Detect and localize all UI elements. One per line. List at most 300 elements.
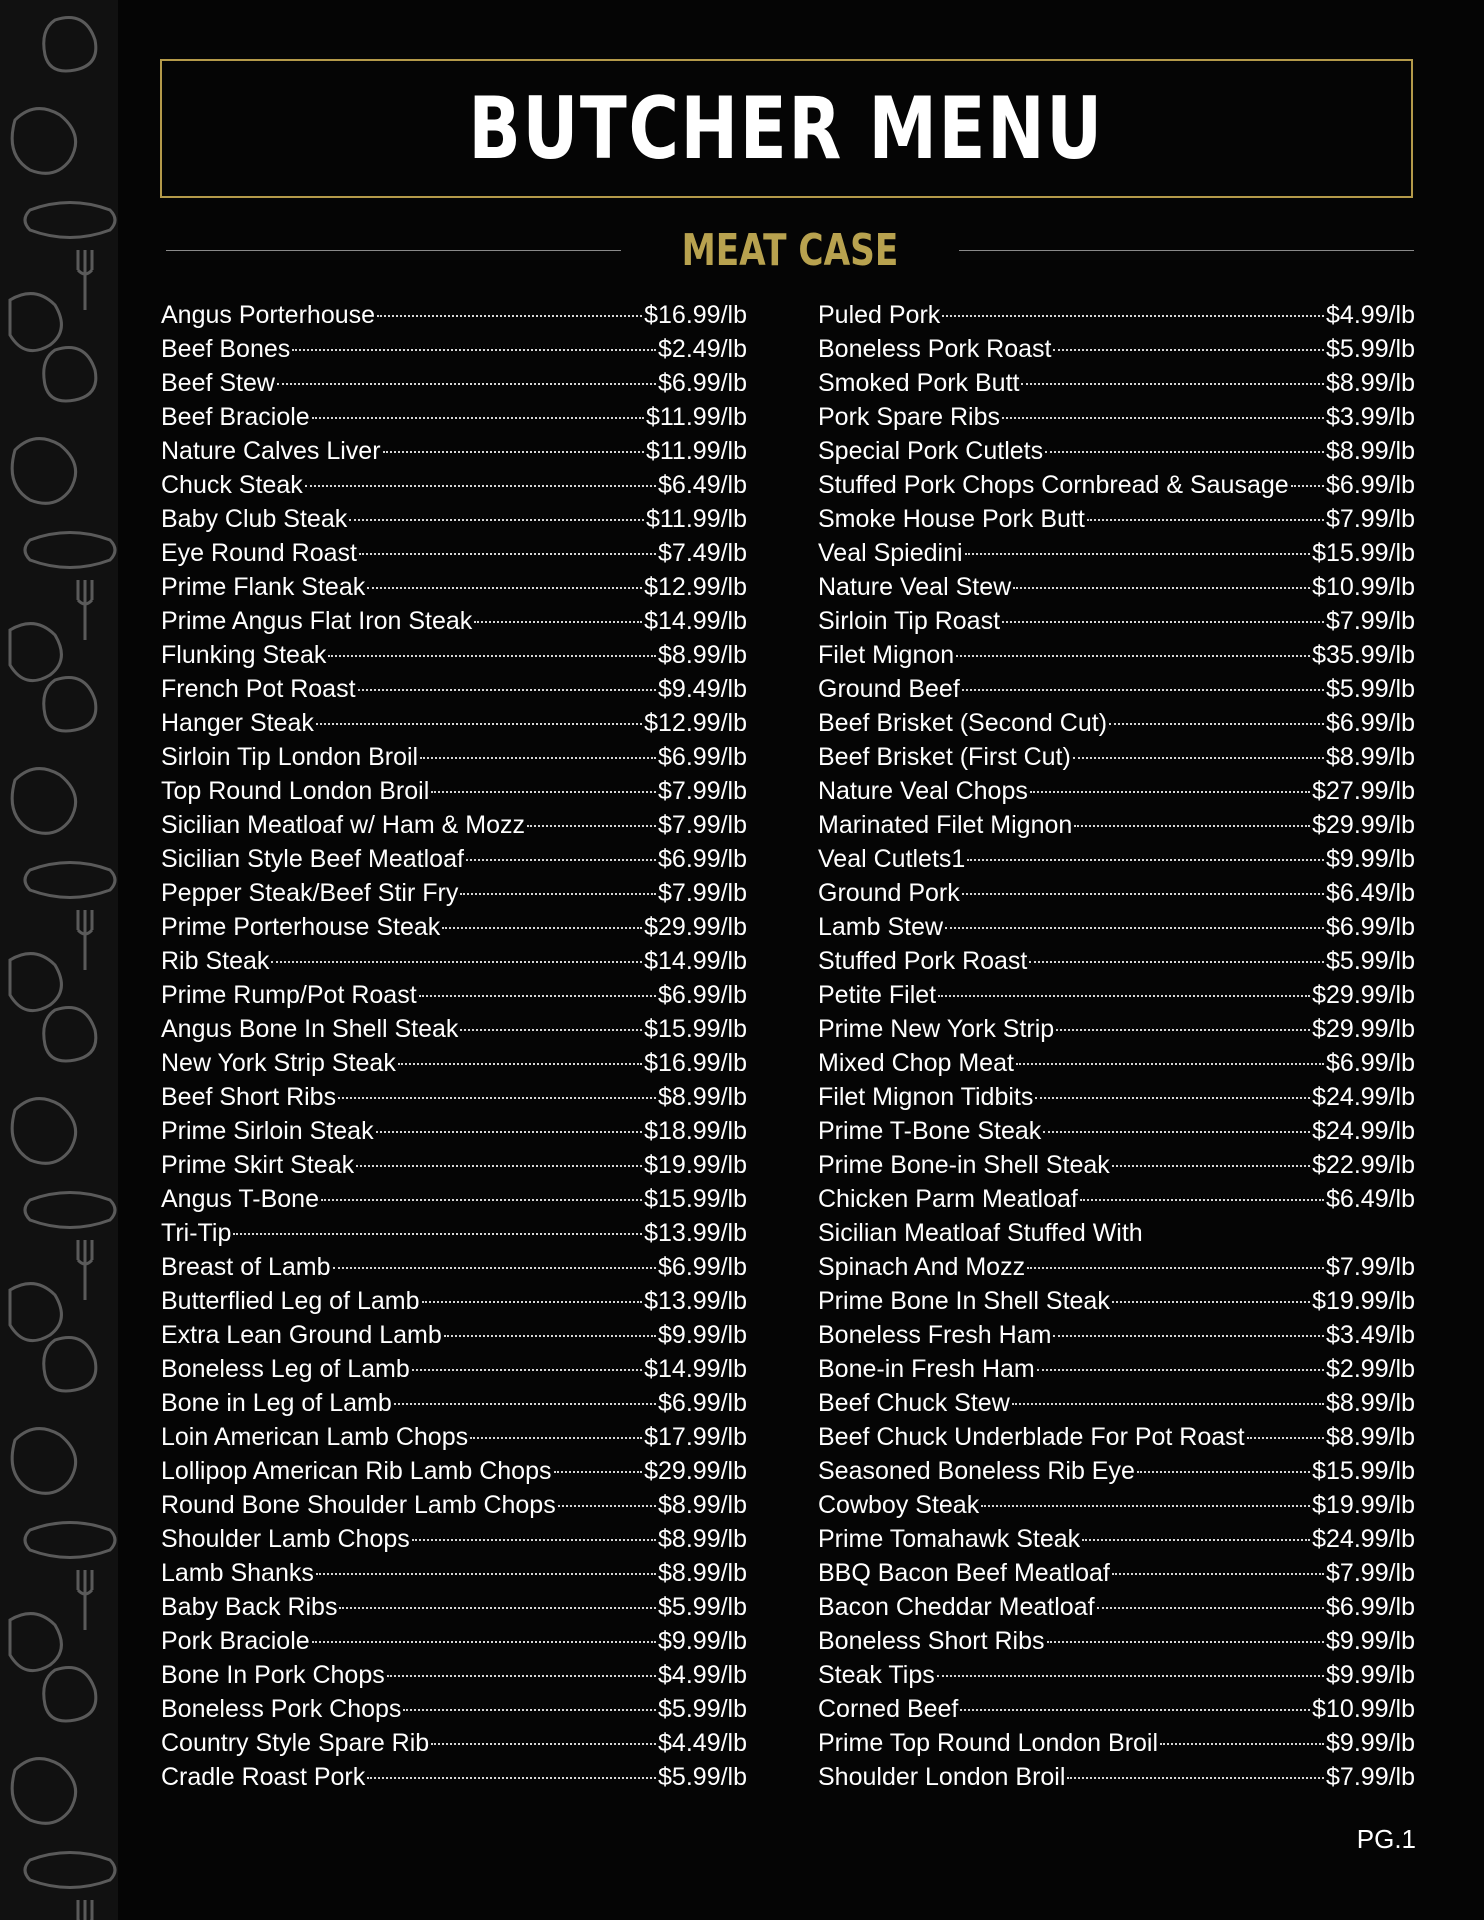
menu-item-name: Cowboy Steak <box>818 1491 980 1519</box>
dot-leader <box>1056 1029 1310 1031</box>
menu-item-price: $8.99/lb <box>658 1559 747 1587</box>
dot-leader <box>558 1505 656 1507</box>
menu-item-price: $19.99/lb <box>644 1151 747 1179</box>
menu-item-name: Prime Flank Steak <box>161 573 366 601</box>
dot-leader <box>444 1335 656 1337</box>
dot-leader <box>431 791 656 793</box>
menu-item-price: $13.99/lb <box>644 1287 747 1315</box>
menu-item-name: Spinach And Mozz <box>818 1253 1026 1281</box>
menu-item-name: Prime Porterhouse Steak <box>161 913 441 941</box>
menu-item-name: Hanger Steak <box>161 709 314 737</box>
menu-item <box>818 1352 1415 1386</box>
menu-item-name: Prime Rump/Pot Roast <box>161 981 417 1009</box>
menu-item <box>818 876 1415 910</box>
menu-item-price: $11.99/lb <box>645 403 747 431</box>
dot-leader <box>367 1777 656 1779</box>
menu-item <box>818 1522 1415 1556</box>
menu-item <box>161 1386 747 1420</box>
menu-item <box>818 400 1415 434</box>
menu-column-right <box>818 298 1415 1794</box>
menu-item-price: $8.99/lb <box>658 1083 747 1111</box>
menu-item-price: $8.99/lb <box>658 641 747 669</box>
dot-leader <box>333 1267 657 1269</box>
menu-item-name: New York Strip Steak <box>161 1049 396 1077</box>
menu-item-price: $3.49/lb <box>1326 1321 1415 1349</box>
menu-item-price: $8.99/lb <box>658 1525 747 1553</box>
menu-item <box>161 706 747 740</box>
menu-item-price: $7.99/lb <box>658 879 747 907</box>
menu-item <box>818 1624 1415 1658</box>
menu-item-price: $6.99/lb <box>658 845 747 873</box>
menu-item <box>818 536 1415 570</box>
menu-item-name: Smoked Pork Butt <box>818 369 1020 397</box>
menu-item-price: $9.99/lb <box>658 1627 747 1655</box>
dot-leader <box>1043 1131 1310 1133</box>
menu-item-price: $5.99/lb <box>658 1593 747 1621</box>
dot-leader <box>359 553 656 555</box>
menu-item-price: $6.99/lb <box>658 981 747 1009</box>
menu-item-name: Loin American Lamb Chops <box>161 1423 469 1451</box>
dot-leader <box>1109 723 1324 725</box>
menu-item-price: $15.99/lb <box>1312 1457 1415 1485</box>
menu-item-price: $9.99/lb <box>1326 1729 1415 1757</box>
dot-leader <box>1112 1573 1324 1575</box>
dot-leader <box>460 1029 642 1031</box>
menu-item-price: $12.99/lb <box>644 709 747 737</box>
menu-item-name: Beef Braciole <box>161 403 310 431</box>
menu-item <box>818 1080 1415 1114</box>
menu-item-name: Beef Bones <box>161 335 291 363</box>
menu-item <box>161 1590 747 1624</box>
menu-item-price: $7.99/lb <box>1326 1253 1415 1281</box>
dot-leader <box>376 1131 643 1133</box>
menu-item-price: $5.99/lb <box>1326 947 1415 975</box>
menu-item <box>161 842 747 876</box>
dot-leader <box>442 927 642 929</box>
menu-item <box>161 672 747 706</box>
menu-item-price: $16.99/lb <box>644 1049 747 1077</box>
menu-item-name: Rib Steak <box>161 947 270 975</box>
menu-item-price: $8.99/lb <box>1326 1423 1415 1451</box>
menu-item-price: $17.99/lb <box>644 1423 747 1451</box>
menu-item <box>818 1284 1415 1318</box>
menu-item-name: Butterflied Leg of Lamb <box>161 1287 420 1315</box>
dot-leader <box>1035 1097 1310 1099</box>
section-header <box>166 222 1414 278</box>
menu-item <box>818 1420 1415 1454</box>
menu-item-name: Prime Sirloin Steak <box>161 1117 374 1145</box>
menu-item-name: Beef Short Ribs <box>161 1083 337 1111</box>
menu-item-price: $29.99/lb <box>1312 1015 1415 1043</box>
menu-item-name: Beef Stew <box>161 369 275 397</box>
menu-item <box>161 536 747 570</box>
menu-item-price: $6.99/lb <box>1326 709 1415 737</box>
menu-item-name: Baby Club Steak <box>161 505 348 533</box>
dot-leader <box>1030 791 1310 793</box>
menu-item-name: Marinated Filet Mignon <box>818 811 1073 839</box>
menu-item <box>818 808 1415 842</box>
dot-leader <box>965 553 1311 555</box>
menu-item-price: $8.99/lb <box>658 1491 747 1519</box>
dot-leader <box>1291 485 1324 487</box>
menu-item <box>161 638 747 672</box>
section-rule-right <box>959 250 1414 251</box>
menu-item-name: Ground Beef <box>818 675 960 703</box>
menu-item-name: Beef Chuck Stew <box>818 1389 1010 1417</box>
menu-item-price: $29.99/lb <box>644 1457 747 1485</box>
menu-item <box>161 910 747 944</box>
menu-item-name: French Pot Roast <box>161 675 356 703</box>
menu-item-name: Chuck Steak <box>161 471 303 499</box>
menu-item-price: $29.99/lb <box>1312 811 1415 839</box>
menu-item <box>161 570 747 604</box>
menu-item <box>818 638 1415 672</box>
menu-item <box>161 1080 747 1114</box>
menu-item-name: Eye Round Roast <box>161 539 357 567</box>
dot-leader <box>358 689 657 691</box>
menu-item-name: Prime Skirt Steak <box>161 1151 355 1179</box>
menu-item <box>161 1046 747 1080</box>
dot-leader <box>942 315 1324 317</box>
menu-item <box>818 672 1415 706</box>
menu-item-name: Beef Brisket (Second Cut) <box>818 709 1108 737</box>
dot-leader <box>1002 621 1324 623</box>
menu-item-name: Mixed Chop Meat <box>818 1049 1014 1077</box>
menu-item-price: $6.49/lb <box>1326 879 1415 907</box>
dot-leader <box>1045 451 1324 453</box>
menu-item-name: Cradle Roast Pork <box>161 1763 366 1791</box>
menu-item <box>161 978 747 1012</box>
dot-leader <box>981 1505 1310 1507</box>
dot-leader <box>412 1369 642 1371</box>
menu-item-price: $9.99/lb <box>1326 1627 1415 1655</box>
menu-item <box>818 1114 1415 1148</box>
menu-item-name: Boneless Pork Roast <box>818 335 1052 363</box>
dot-leader <box>367 587 642 589</box>
menu-item <box>818 1182 1415 1216</box>
menu-item-name: Smoke House Pork Butt <box>818 505 1085 533</box>
menu-item-price: $7.99/lb <box>1326 1559 1415 1587</box>
menu-item <box>161 1658 747 1692</box>
menu-item <box>818 1454 1415 1488</box>
menu-item-price: $14.99/lb <box>644 607 747 635</box>
menu-item <box>161 808 747 842</box>
menu-item-price: $7.99/lb <box>658 777 747 805</box>
menu-item <box>161 1624 747 1658</box>
menu-item-name: Boneless Leg of Lamb <box>161 1355 410 1383</box>
dot-leader <box>474 621 642 623</box>
menu-item-price: $6.99/lb <box>658 1389 747 1417</box>
dot-leader <box>1082 1539 1310 1541</box>
dot-leader <box>1016 1063 1324 1065</box>
menu-item <box>161 1148 747 1182</box>
menu-item-name: Sicilian Style Beef Meatloaf <box>161 845 464 873</box>
dot-leader <box>962 893 1324 895</box>
menu-item-name: Prime Top Round London Broil <box>818 1729 1159 1757</box>
menu-item <box>818 366 1415 400</box>
dot-leader <box>233 1233 642 1235</box>
menu-item-price: $19.99/lb <box>1312 1287 1415 1315</box>
menu-item <box>818 434 1415 468</box>
menu-item <box>818 1386 1415 1420</box>
dot-leader <box>1137 1471 1310 1473</box>
menu-item-price: $7.99/lb <box>658 811 747 839</box>
menu-item <box>818 1250 1415 1284</box>
menu-item-name: Prime Tomahawk Steak <box>818 1525 1081 1553</box>
menu-item-name: Sicilian Meatloaf w/ Ham & Mozz <box>161 811 526 839</box>
menu-item-price: $13.99/lb <box>644 1219 747 1247</box>
menu-item <box>161 1250 747 1284</box>
menu-item-price: $11.99/lb <box>645 437 747 465</box>
dot-leader <box>967 859 1324 861</box>
menu-item <box>818 842 1415 876</box>
dot-leader <box>1160 1743 1324 1745</box>
menu-item <box>161 332 747 366</box>
dot-leader <box>403 1709 656 1711</box>
menu-item <box>161 1556 747 1590</box>
menu-item-price: $29.99/lb <box>644 913 747 941</box>
menu-item-name: Beef Brisket (First Cut) <box>818 743 1071 771</box>
menu-item <box>818 774 1415 808</box>
dot-leader <box>1029 961 1324 963</box>
menu-item-price: $6.99/lb <box>658 1253 747 1281</box>
menu-item-price: $9.99/lb <box>1326 1661 1415 1689</box>
dot-leader <box>1037 1369 1324 1371</box>
menu-item <box>818 502 1415 536</box>
menu-item-name: BBQ Bacon Beef Meatloaf <box>818 1559 1110 1587</box>
menu-column-left <box>161 298 747 1794</box>
menu-item <box>161 1012 747 1046</box>
section-rule-left <box>166 250 621 251</box>
menu-item-price: $5.99/lb <box>1326 675 1415 703</box>
menu-item <box>818 706 1415 740</box>
dot-leader <box>1247 1437 1324 1439</box>
menu-item <box>818 604 1415 638</box>
menu-item-price: $2.49/lb <box>658 335 747 363</box>
dot-leader <box>316 723 642 725</box>
menu-item <box>161 1318 747 1352</box>
dot-leader <box>321 1199 642 1201</box>
menu-item-name: Stuffed Pork Chops Cornbread & Sausage <box>818 471 1289 499</box>
menu-item-name: Prime Bone In Shell Steak <box>818 1287 1110 1315</box>
menu-item <box>161 400 747 434</box>
menu-item-name: Corned Beef <box>818 1695 959 1723</box>
menu-item <box>161 774 747 808</box>
dot-leader <box>305 485 656 487</box>
dot-leader <box>338 1097 656 1099</box>
menu-item <box>161 1760 747 1794</box>
menu-item <box>818 978 1415 1012</box>
menu-item-price: $6.99/lb <box>1326 471 1415 499</box>
menu-item-price: $27.99/lb <box>1312 777 1415 805</box>
menu-item-price: $6.99/lb <box>658 743 747 771</box>
menu-item-price: $8.99/lb <box>1326 437 1415 465</box>
menu-item-name: Ground Pork <box>818 879 960 907</box>
dot-leader <box>460 893 656 895</box>
menu-item <box>818 1216 1415 1250</box>
dot-leader <box>1013 587 1310 589</box>
menu-item <box>161 1692 747 1726</box>
menu-item <box>161 1114 747 1148</box>
menu-item <box>161 740 747 774</box>
menu-item <box>818 1318 1415 1352</box>
menu-item-price: $6.99/lb <box>1326 913 1415 941</box>
menu-item-price: $10.99/lb <box>1312 1695 1415 1723</box>
dot-leader <box>956 655 1310 657</box>
dot-leader <box>1067 1777 1324 1779</box>
menu-item-name: Steak Tips <box>818 1661 935 1689</box>
menu-item <box>818 1148 1415 1182</box>
section-title: MEAT CASE <box>681 224 899 276</box>
menu-item-name: Boneless Fresh Ham <box>818 1321 1052 1349</box>
menu-item-price: $14.99/lb <box>644 1355 747 1383</box>
menu-item-name: Nature Veal Stew <box>818 573 1012 601</box>
menu-item-name: Prime Angus Flat Iron Steak <box>161 607 473 635</box>
menu-item-name: Bone In Pork Chops <box>161 1661 385 1689</box>
menu-item-price: $16.99/lb <box>644 301 747 329</box>
menu-item-price: $5.99/lb <box>658 1763 747 1791</box>
dot-leader <box>1074 825 1310 827</box>
menu-item-name: Prime Bone-in Shell Steak <box>818 1151 1110 1179</box>
dot-leader <box>1047 1641 1325 1643</box>
menu-item-name: Angus Porterhouse <box>161 301 376 329</box>
menu-item-name: Pork Spare Ribs <box>818 403 1001 431</box>
dot-leader <box>420 757 656 759</box>
menu-item <box>818 298 1415 332</box>
menu-item <box>161 1454 747 1488</box>
menu-item-name: Veal Cutlets1 <box>818 845 966 873</box>
menu-item-price: $29.99/lb <box>1312 981 1415 1009</box>
menu-item-name: Veal Spiedini <box>818 539 963 567</box>
page-number: PG.1 <box>1356 1824 1416 1854</box>
menu-item-price: $15.99/lb <box>644 1015 747 1043</box>
dot-leader <box>339 1607 656 1609</box>
menu-item <box>161 604 747 638</box>
menu-item-price: $19.99/lb <box>1312 1491 1415 1519</box>
menu-item <box>818 570 1415 604</box>
menu-item-name: Seasoned Boneless Rib Eye <box>818 1457 1135 1485</box>
menu-item-price: $4.99/lb <box>1326 301 1415 329</box>
menu-item-name: Extra Lean Ground Lamb <box>161 1321 442 1349</box>
dot-leader <box>1080 1199 1324 1201</box>
menu-item-name: Bacon Cheddar Meatloaf <box>818 1593 1095 1621</box>
menu-item-name: Petite Filet <box>818 981 937 1009</box>
menu-item-price: $9.99/lb <box>658 1321 747 1349</box>
menu-item-price: $15.99/lb <box>1312 539 1415 567</box>
decorative-meat-pattern <box>0 0 118 1920</box>
dot-leader <box>1112 1301 1310 1303</box>
menu-item <box>161 468 747 502</box>
dot-leader <box>349 519 644 521</box>
menu-item-price: $4.99/lb <box>658 1661 747 1689</box>
dot-leader <box>277 383 656 385</box>
menu-item <box>818 740 1415 774</box>
menu-item <box>161 1216 747 1250</box>
dot-leader <box>945 927 1324 929</box>
dot-leader <box>470 1437 642 1439</box>
menu-item-price: $4.49/lb <box>658 1729 747 1757</box>
menu-item-price: $6.99/lb <box>1326 1593 1415 1621</box>
menu-item-price: $8.99/lb <box>1326 369 1415 397</box>
dot-leader <box>1097 1607 1324 1609</box>
dot-leader <box>1053 1335 1324 1337</box>
menu-item-name: Prime T-Bone Steak <box>818 1117 1042 1145</box>
menu-item-price: $3.99/lb <box>1326 403 1415 431</box>
menu-item-name: Sirloin Tip Roast <box>818 607 1001 635</box>
menu-item-price: $10.99/lb <box>1312 573 1415 601</box>
menu-item <box>818 1488 1415 1522</box>
menu-item-price: $6.99/lb <box>1326 1049 1415 1077</box>
menu-item-name: Pork Braciole <box>161 1627 310 1655</box>
menu-item-name: Chicken Parm Meatloaf <box>818 1185 1078 1213</box>
page-title: BUTCHER MENU <box>468 78 1105 179</box>
menu-item <box>818 1012 1415 1046</box>
menu-item-name: Baby Back Ribs <box>161 1593 338 1621</box>
menu-item-price: $7.99/lb <box>1326 1763 1415 1791</box>
menu-item-name: Shoulder London Broil <box>818 1763 1066 1791</box>
menu-item-name: Boneless Short Ribs <box>818 1627 1045 1655</box>
menu-item-name: Sirloin Tip London Broil <box>161 743 419 771</box>
dot-leader <box>527 825 656 827</box>
menu-item-price: $15.99/lb <box>644 1185 747 1213</box>
menu-item <box>161 1352 747 1386</box>
menu-item-price: $24.99/lb <box>1312 1083 1415 1111</box>
dot-leader <box>962 689 1324 691</box>
menu-item <box>818 1726 1415 1760</box>
menu-item-price: $5.99/lb <box>1326 335 1415 363</box>
menu-item-price: $11.99/lb <box>645 505 747 533</box>
menu-item-price: $24.99/lb <box>1312 1117 1415 1145</box>
dot-leader <box>312 1641 656 1643</box>
dot-leader <box>1002 417 1324 419</box>
dot-leader <box>1073 757 1324 759</box>
menu-item-name: Pepper Steak/Beef Stir Fry <box>161 879 459 907</box>
menu-item-name: Special Pork Cutlets <box>818 437 1044 465</box>
dot-leader <box>1012 1403 1324 1405</box>
menu-item-name: Boneless Pork Chops <box>161 1695 402 1723</box>
menu-item-name: Stuffed Pork Roast <box>818 947 1028 975</box>
menu-item <box>818 468 1415 502</box>
menu-item <box>818 332 1415 366</box>
menu-item-name: Filet Mignon <box>818 641 955 669</box>
dot-leader <box>316 1573 656 1575</box>
menu-item-name: Puled Pork <box>818 301 941 329</box>
menu-item-price: $6.99/lb <box>658 369 747 397</box>
menu-item <box>818 910 1415 944</box>
menu-item-name: Beef Chuck Underblade For Pot Roast <box>818 1423 1245 1451</box>
menu-item-name: Sicilian Meatloaf Stuffed With <box>818 1219 1143 1247</box>
dot-leader <box>960 1709 1310 1711</box>
menu-item-name: Lollipop American Rib Lamb Chops <box>161 1457 552 1485</box>
menu-item-price: $8.99/lb <box>1326 1389 1415 1417</box>
menu-item-name: Bone in Leg of Lamb <box>161 1389 392 1417</box>
title-banner <box>160 59 1413 198</box>
menu-item-price: $8.99/lb <box>1326 743 1415 771</box>
menu-item-name: Lamb Stew <box>818 913 944 941</box>
dot-leader <box>431 1743 656 1745</box>
dot-leader <box>1112 1165 1310 1167</box>
menu-item <box>818 1658 1415 1692</box>
dot-leader <box>387 1675 656 1677</box>
dot-leader <box>466 859 656 861</box>
menu-item-name: Tri-Tip <box>161 1219 232 1247</box>
menu-item-name: Nature Calves Liver <box>161 437 381 465</box>
menu-item-name: Flunking Steak <box>161 641 327 669</box>
menu-item <box>161 1420 747 1454</box>
menu-item-name: Filet Mignon Tidbits <box>818 1083 1034 1111</box>
menu-item-price: $14.99/lb <box>644 947 747 975</box>
menu-item-name: Shoulder Lamb Chops <box>161 1525 410 1553</box>
